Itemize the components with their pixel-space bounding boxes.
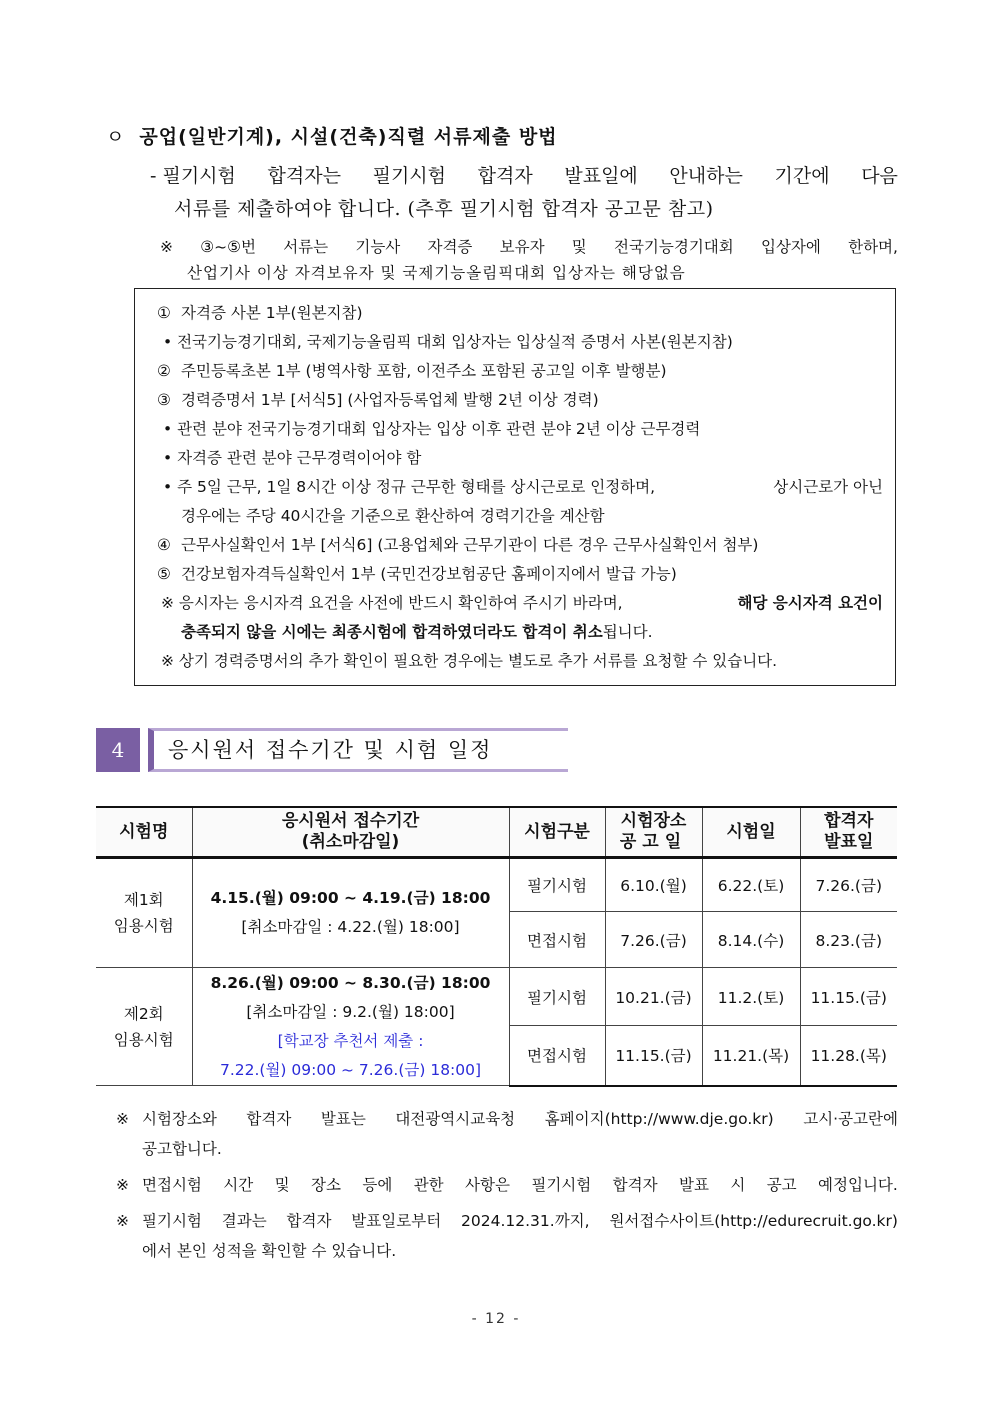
round-name-cell [96,968,192,1086]
doc-text: 경력증명서 1부 [서식5] (사업자등록업체 발행 2년 이상 경력) [181,391,599,409]
word: 2024.12.31.까지, [461,1212,590,1230]
footnote-line [142,1206,898,1236]
result-date-cell: 11.15.(금) [800,968,897,1026]
word: 발표일에 [564,165,638,187]
result-date-cell: 7.26.(금) [800,858,897,912]
application-period: 8.26.(월) 09:00 ~ 8.30.(금) 18:00 [210,973,491,992]
doc-text: 주민등록초본 1부 (병역사항 포함, 이전주소 포함된 공고일 이후 발행분) [181,362,667,380]
venue-date-cell: 6.10.(월) [605,858,702,912]
header-text: (취소마감일) [301,832,400,852]
application-period: 4.15.(월) 09:00 ~ 4.19.(금) 18:00 [210,889,491,907]
section-number-badge: 4 [96,728,140,772]
page-number: - 12 - [471,1311,521,1327]
result-date-cell: 11.28.(목) [800,1026,897,1086]
doc-item-1 [157,299,883,328]
doc-item-4 [157,531,883,560]
header-exam-date: 시험일 [702,807,800,858]
header-result [800,807,897,858]
header-text: 발표일 [824,832,874,852]
word: 한하며, [848,238,898,256]
warning-bold-text: 해당 응시자격 요건이 [737,594,883,612]
exam-type-cell: 면접시험 [509,1026,605,1086]
footnote-line: 에서 본인 성적을 확인할 수 있습니다. [142,1242,397,1260]
schedule-table [96,806,897,1087]
word: 발표는 [320,1110,366,1128]
venue-date-cell: 10.21.(금) [605,968,702,1026]
footnote-line [142,1104,898,1134]
url-text: 원서접수사이트(http://edurecruit.go.kr) [609,1212,898,1230]
word: 합격자 [477,165,533,187]
warning-text: 됩니다. [602,623,653,641]
word: 합격자는 [267,165,341,187]
word: 자격증 [427,238,473,256]
word: 대전광역시교육청 [395,1110,516,1128]
footnote-line [142,1170,898,1200]
table-header-row [96,807,897,858]
doc-item-3 [157,386,883,415]
cancel-deadline: [취소마감일 : 4.22.(월) 18:00] [241,918,460,936]
intro-line-1 [150,160,898,193]
doc-text: 근무사실확인서 1부 [서식6] (고용업체와 근무기관이 다른 경우 근무사실확인서 첨부) [181,536,759,554]
note-line-2: 산업기사 이상 자격보유자 및 국제기능올림픽대회 입상자는 해당없음 [187,264,686,282]
round-name: 임용시험 [113,917,174,935]
url-text: 홈페이지(http://www.dje.go.kr) [544,1110,774,1128]
word: 전국기능경기대회 [613,238,734,256]
header-text: 공고일 [619,832,688,852]
warning-line-2 [157,618,883,647]
round-name: 임용시험 [113,1030,174,1049]
note-line-1 [160,234,898,260]
header-text: 응시원서 접수기간 [281,811,420,831]
word: 서류는 [283,238,329,256]
word: 면접시험 [142,1176,202,1194]
header-type: 시험구분 [509,807,605,858]
word: 보유자 [499,238,545,256]
circled-number: ⑤ [157,565,171,583]
word: ③~⑤번 [200,238,256,256]
reference-mark: ※ [116,1212,129,1230]
venue-date-cell: 7.26.(금) [605,912,702,968]
word: 발표 [678,1176,709,1194]
doc-text: 건강보험자격득실확인서 1부 (국민건강보험공단 홈페이지에서 발급 가능) [181,565,677,583]
warning-text: ※ 응시자는 응시자격 요건을 사전에 반드시 확인하여 주시기 바라며, [161,594,623,612]
round-name-cell [96,858,192,968]
word: 장소 [311,1176,341,1194]
section-heading [106,122,558,149]
word: 입상자에 [760,238,821,256]
word: 발표일로부터 [351,1212,442,1230]
exam-date-cell: 6.22.(토) [702,858,800,912]
doc-item-3-sub-3 [157,473,883,502]
exam-type-cell: 필기시험 [509,858,605,912]
word: 사항은 [465,1176,510,1194]
warning-bold-text: 충족되지 않을 시에는 최종시험에 합격하였더라도 합격이 취소 [181,623,603,641]
circled-number: ④ [157,536,171,554]
circle-bullet-icon: ㅇ [106,126,126,148]
intro-line-2: 서류를 제출하여야 합니다. (추후 필기시험 합격자 공고문 참고) [174,198,714,220]
word: 시험장소와 [142,1110,217,1128]
circled-number: ② [157,362,171,380]
warning-2: ※ 상기 경력증명서의 추가 확인이 필요한 경우에는 별도로 추가 서류를 요청할 수 있습니다. [161,652,778,670]
word: 및 [571,238,587,256]
doc-item-3-sub-1: • 관련 분야 전국기능경기대회 입상자는 입상 이후 관련 분야 2년 이상 근무경력 [163,420,701,438]
header-text: 합격자 [824,811,874,831]
round-name: 제1회 [123,891,164,909]
warning-line-1 [157,589,883,618]
footnotes [116,1104,898,1272]
section-title: 응시원서 접수기간 및 시험 일정 [148,728,568,772]
header-period [192,807,509,858]
period-cell [192,858,509,968]
footnote-3 [116,1206,898,1266]
doc-text: 상시근로가 아닌 [773,478,883,496]
word: 합격자 [286,1212,332,1230]
word: 합격자 [246,1110,292,1128]
word: 기능사 [355,238,401,256]
word: 필기시험 [142,1212,202,1230]
doc-item-5 [157,560,883,589]
doc-text: • 주 5일 근무, 1일 8시간 이상 정규 근무한 형태를 상시근로로 인정하며, [163,478,656,496]
period-cell [192,968,509,1086]
intro-paragraph [150,160,898,226]
footnote-1 [116,1104,898,1164]
header-exam-name: 시험명 [96,807,192,858]
doc-item-3-sub-2: • 자격증 관련 분야 근무경력이어야 함 [163,449,422,467]
exam-type-cell: 필기시험 [509,968,605,1026]
round-name: 제2회 [123,1004,164,1023]
venue-date-cell: 11.15.(금) [605,1026,702,1086]
word: 필기시험 [531,1176,592,1194]
result-date-cell: 8.23.(금) [800,912,897,968]
header-text: 시험장소 [620,811,687,831]
exam-type-cell: 면접시험 [509,912,605,968]
exam-date-cell: 11.21.(목) [702,1026,800,1086]
table-row [96,968,897,1026]
word: 관한 [413,1176,444,1194]
cancel-deadline: [취소마감일 : 9.2.(월) 18:00] [246,1002,455,1021]
recommendation-period: [학교장 추천서 제출 : [277,1031,424,1050]
header-venue [605,807,702,858]
word: 공고 [766,1176,797,1194]
word: 다음 [861,165,898,187]
word: 예정입니다. [818,1176,898,1194]
word: - 필기시험 [150,165,236,187]
reference-mark: ※ [116,1176,129,1194]
word: 안내하는 [669,165,743,187]
footnote-line: 공고합니다. [142,1140,222,1158]
word: 및 [274,1176,290,1194]
word: 필기시험 [372,165,447,187]
exam-date-cell: 8.14.(수) [702,912,800,968]
documents-box [134,288,896,686]
recommendation-period: 7.22.(월) 09:00 ~ 7.26.(금) 18:00] [219,1060,482,1079]
doc-item-2 [157,357,883,386]
table-row [96,858,897,912]
heading-text: 공업(일반기계), 시설(건축)직렬 서류제출 방법 [139,126,558,148]
word: 고시·공고란에 [803,1110,898,1128]
footnote-2 [116,1170,898,1200]
word: 기간에 [774,165,830,187]
circled-number: ③ [157,391,171,409]
doc-text: 자격증 사본 1부(원본지참) [181,304,363,322]
circled-number: ① [157,304,171,322]
doc-item-1-sub: • 전국기능경기대회, 국제기능올림픽 대회 입상자는 입상실적 증명서 사본(원본지참) [163,333,733,351]
note-mark: ※ [160,238,173,256]
word: 시간 [223,1176,254,1194]
exam-date-cell: 11.2.(토) [702,968,800,1026]
word: 합격자 [612,1176,658,1194]
reference-mark: ※ [116,1110,129,1128]
word: 결과는 [221,1212,267,1230]
word: 등에 [362,1176,393,1194]
word: 시 [730,1176,746,1194]
doc-item-3-sub-3-cont: 경우에는 주당 40시간을 기준으로 환산하여 경력기간을 계산함 [181,507,605,525]
note-paragraph [160,234,898,286]
